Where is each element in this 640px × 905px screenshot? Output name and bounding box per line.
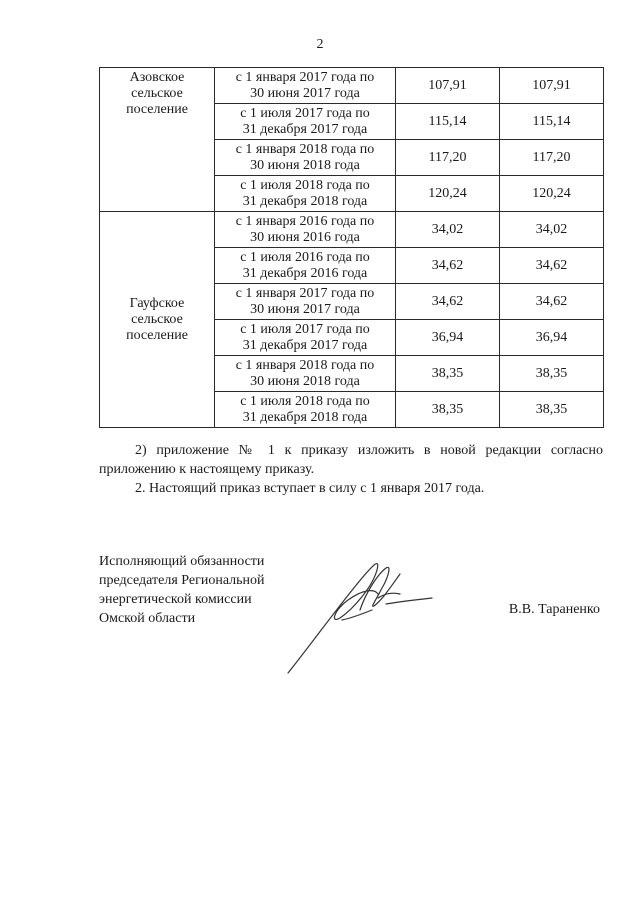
signer-position-line: председателя Региональной [99,573,265,588]
tariff-value-cell: 34,62 [500,248,604,284]
period-line: 30 июня 2018 года [250,157,360,173]
table-row [100,68,604,104]
paragraph-item-1: 2) приложение № 1 к приказу изложить в новой редакции согласно приложению к настоящему приказу. [99,443,603,477]
tariff-value-cell: 36,94 [396,320,500,356]
tariff-table-body [100,68,604,428]
settlement-name-line: сельское [131,311,183,327]
period-line: 31 декабря 2017 года [242,337,368,353]
period-cell [215,320,396,356]
tariff-value-cell: 34,62 [396,248,500,284]
period-line: 30 июня 2017 года [250,301,360,317]
period-line: 31 декабря 2018 года [242,193,368,209]
period-cell [215,104,396,140]
tariff-value-cell: 117,20 [500,140,604,176]
settlement-name-line: сельское [131,86,183,101]
tariff-value-cell: 34,62 [396,284,500,320]
tariff-value-cell: 107,91 [500,68,604,104]
tariff-value-cell: 117,20 [396,140,500,176]
period-cell [215,392,396,428]
settlement-name-line: поселение [126,327,188,343]
signer-name: В.В. Тараненко [508,602,600,617]
settlement-cell [100,212,215,428]
signer-position-line: Омской области [99,611,196,626]
period-cell [215,248,396,284]
tariff-value-cell: 38,35 [396,356,500,392]
period-line: с 1 января 2018 года по [235,141,375,157]
period-line: 30 июня 2017 года [250,85,360,101]
tariff-value-cell: 115,14 [396,104,500,140]
signer-position-line: Исполняющий обязанности [99,554,265,569]
period-line: 31 декабря 2018 года [242,409,368,425]
period-line: с 1 июля 2018 года по [240,393,370,409]
tariff-value-cell: 36,94 [500,320,604,356]
tariff-value-cell: 34,02 [500,212,604,248]
tariff-table [99,67,604,428]
tariff-value-cell: 38,35 [396,392,500,428]
period-line: 30 июня 2018 года [250,373,360,389]
table-row [100,212,604,248]
period-cell [215,284,396,320]
tariff-value-cell: 38,35 [500,356,604,392]
period-cell [215,140,396,176]
settlement-name-line: Азовское [129,70,185,85]
tariff-value-cell: 34,62 [500,284,604,320]
settlement-name-line: Гауфское [129,295,185,311]
page-number: 2 [316,37,324,52]
period-line: с 1 июля 2016 года по [240,249,370,265]
period-cell [215,356,396,392]
period-line: с 1 июля 2018 года по [240,177,370,193]
settlement-cell [100,68,215,212]
tariff-value-cell: 34,02 [396,212,500,248]
period-line: с 1 июля 2017 года по [240,105,370,121]
period-cell [215,176,396,212]
period-line: с 1 января 2016 года по [235,213,375,229]
period-line: с 1 января 2017 года по [235,69,375,85]
period-line: с 1 января 2017 года по [235,285,375,301]
paragraph-item-2: 2. Настоящий приказ вступает в силу с 1 января 2017 года. [135,481,485,496]
tariff-value-cell: 115,14 [500,104,604,140]
settlement-name-line: поселение [126,102,188,117]
period-cell [215,68,396,104]
tariff-value-cell: 38,35 [500,392,604,428]
tariff-value-cell: 120,24 [396,176,500,212]
signer-position-line: энергетической комиссии [99,592,252,607]
period-line: 31 декабря 2017 года [242,121,368,137]
tariff-value-cell: 107,91 [396,68,500,104]
signer-position [99,552,265,628]
period-line: с 1 июля 2017 года по [240,321,370,337]
period-line: 30 июня 2016 года [250,229,360,245]
period-line: с 1 января 2018 года по [235,357,375,373]
period-cell [215,212,396,248]
tariff-value-cell: 120,24 [500,176,604,212]
handwritten-signature [282,548,442,678]
period-line: 31 декабря 2016 года [242,265,368,281]
